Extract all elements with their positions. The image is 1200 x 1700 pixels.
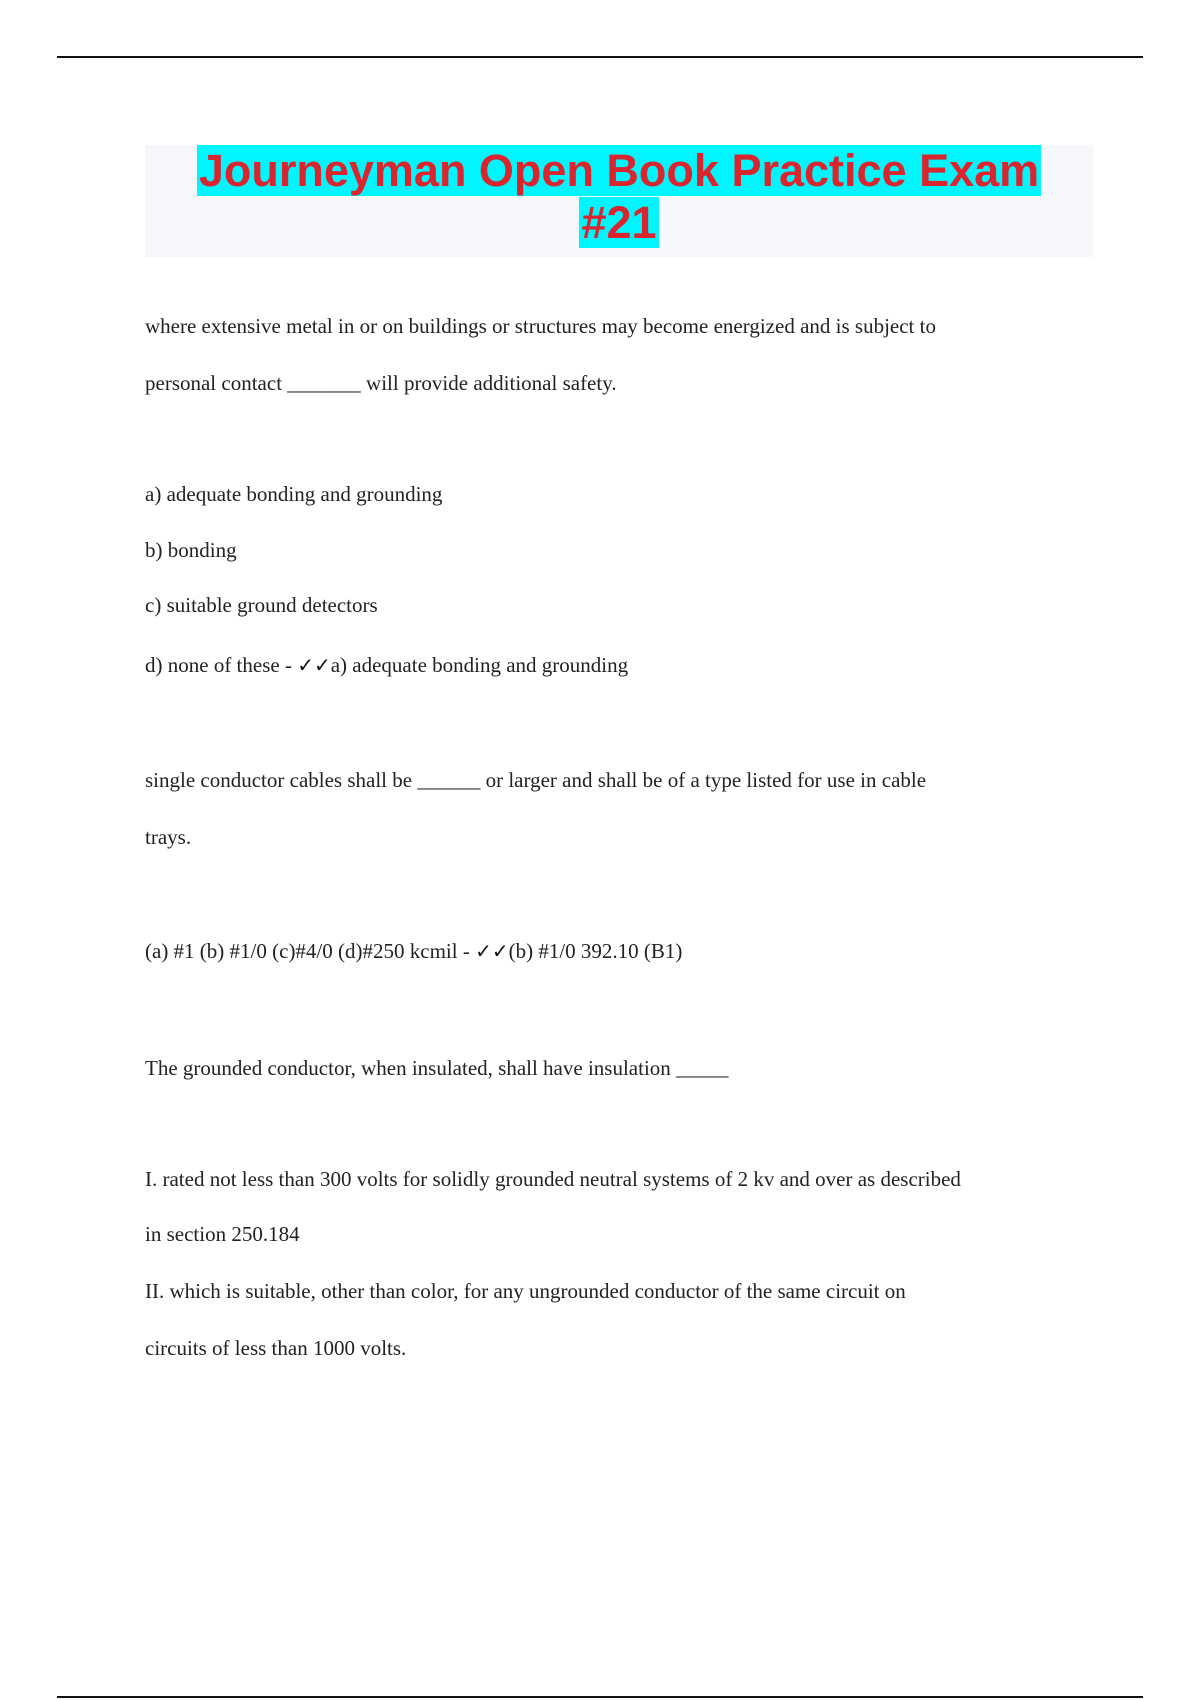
title-banner	[145, 145, 1093, 257]
q2-answer: (b) #1/0 392.10 (B1)	[508, 939, 683, 963]
q3-item-2-line-2: circuits of less than 1000 volts.	[145, 1336, 407, 1360]
bottom-rule	[57, 1696, 1143, 1698]
q3-item-1-line-2: in section 250.184	[145, 1222, 300, 1246]
q1-option-d-row	[145, 651, 628, 679]
q3-item-2-line-1: II. which is suitable, other than color, for any ungrounded conductor of the same circuit on	[145, 1279, 906, 1303]
q3-text-line-1: The grounded conductor, when insulated, shall have insulation _____	[145, 1056, 729, 1080]
q1-option-a: a) adequate bonding and grounding	[145, 482, 443, 506]
q1-option-d: d) none of these -	[145, 653, 298, 677]
q3-item-1-line-1: I. rated not less than 300 volts for solidly grounded neutral systems of 2 kv and over as described	[145, 1167, 961, 1191]
q2-text-line-1: single conductor cables shall be ______ or larger and shall be of a type listed for use in cable	[145, 768, 927, 792]
q1-text-line-2: personal contact _______ will provide additional safety.	[145, 371, 617, 395]
q2-answer-row	[145, 937, 682, 965]
page-title-line-1: Journeyman Open Book Practice Exam	[198, 145, 1040, 196]
top-rule	[57, 56, 1143, 58]
q1-answer: a) adequate bonding and grounding	[330, 653, 629, 677]
q1-checkmark-icon: ✓✓	[297, 653, 331, 677]
q1-option-b: b) bonding	[145, 538, 237, 562]
q1-option-c: c) suitable ground detectors	[145, 593, 378, 617]
q2-checkmark-icon: ✓✓	[475, 939, 509, 963]
q2-options: (a) #1 (b) #1/0 (c)#4/0 (d)#250 kcmil -	[145, 939, 476, 963]
q1-text-line-1: where extensive metal in or on buildings or structures may become energized and is subject to	[145, 314, 936, 338]
page-title-line-2: #21	[581, 197, 657, 248]
q2-text-line-2: trays.	[145, 825, 192, 849]
